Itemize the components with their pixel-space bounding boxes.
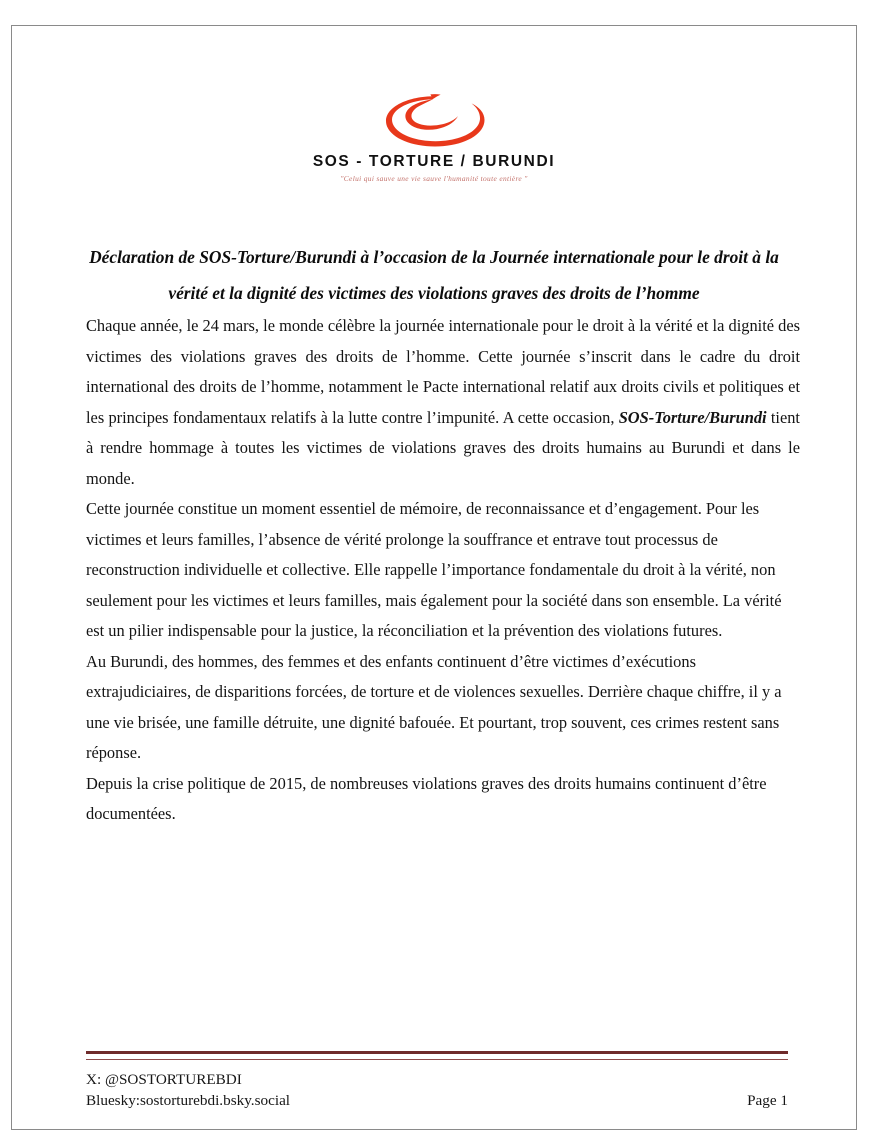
paragraph-3: Au Burundi, des hommes, des femmes et des enfants continuent d’être victimes d’exécutions extrajudiciaires, de disparitions forcées, de torture et de violences sexuelles. Derrière chaque chiffre, il y a une vie brisée, une famille détruite, une dignité bafouée. Et pourtant, trop souvent, ces crimes restent sans réponse.	[86, 651, 782, 762]
sos-torture-swoosh-icon	[334, 88, 534, 156]
page-footer	[12, 1051, 856, 1111]
paragraph-1-organization-emphasis: SOS-Torture/Burundi	[618, 407, 767, 427]
paragraph-4: Depuis la crise politique de 2015, de nombreuses violations graves des droits humains continuent d’être documentées.	[86, 773, 767, 823]
paragraph-1-tail: tient à rendre hommage à toutes les victimes de violations graves des droits humains au Burundi et dans le monde.	[86, 407, 800, 488]
organization-logo	[12, 88, 856, 183]
document-title: Déclaration de SOS-Torture/Burundi à l’occasion de la Journée internationale pour le droit à la vérité et la dignité des victimes des violations graves des droits de l’homme	[89, 247, 779, 303]
footer-bluesky-handle: Bluesky:sostorturebdi.bsky.social	[86, 1092, 291, 1109]
paragraph-1-lead: Chaque année, le 24 mars, le monde célèbre la journée internationale pour le droit à la vérité et la dignité des victimes des violations graves des droits de l’homme. Cette journée s’inscrit dans le cadre du droit international des droits de l’homme, notamment le Pacte international relatif aux droits civils et politiques et les principes fondamentaux relatifs à la lutte contre l’impunité. A cette occasion,	[86, 316, 800, 427]
footer-page-number: Page 1	[747, 1092, 788, 1109]
footer-x-handle: X: @SOSTORTUREBDI	[86, 1071, 242, 1088]
paragraph-2: Cette journée constitue un moment essentiel de mémoire, de reconnaissance et d’engagement. Pour les victimes et leurs familles, l’absence de vérité prolonge la souffrance et entrave tout processus de reconstruction individuelle et collective. Elle rappelle l’importance fondamentale du droit à la vérité, non seulement pour les victimes et leurs familles, mais également pour la société dans son ensemble. La vérité est un pilier indispensable pour la justice, la réconciliation et la prévention des violations futures.	[86, 499, 782, 640]
document-body	[86, 311, 800, 830]
logo-tagline: "Celui qui sauve une vie sauve l'humanité toute entière "	[340, 174, 528, 183]
footer-row	[86, 1069, 788, 1111]
footer-contact-block	[86, 1069, 290, 1111]
document-page	[11, 25, 857, 1130]
logo-wordmark: SOS - TORTURE / BURUNDI	[312, 153, 556, 170]
paragraph-1	[86, 311, 800, 494]
footer-divider	[86, 1051, 788, 1060]
